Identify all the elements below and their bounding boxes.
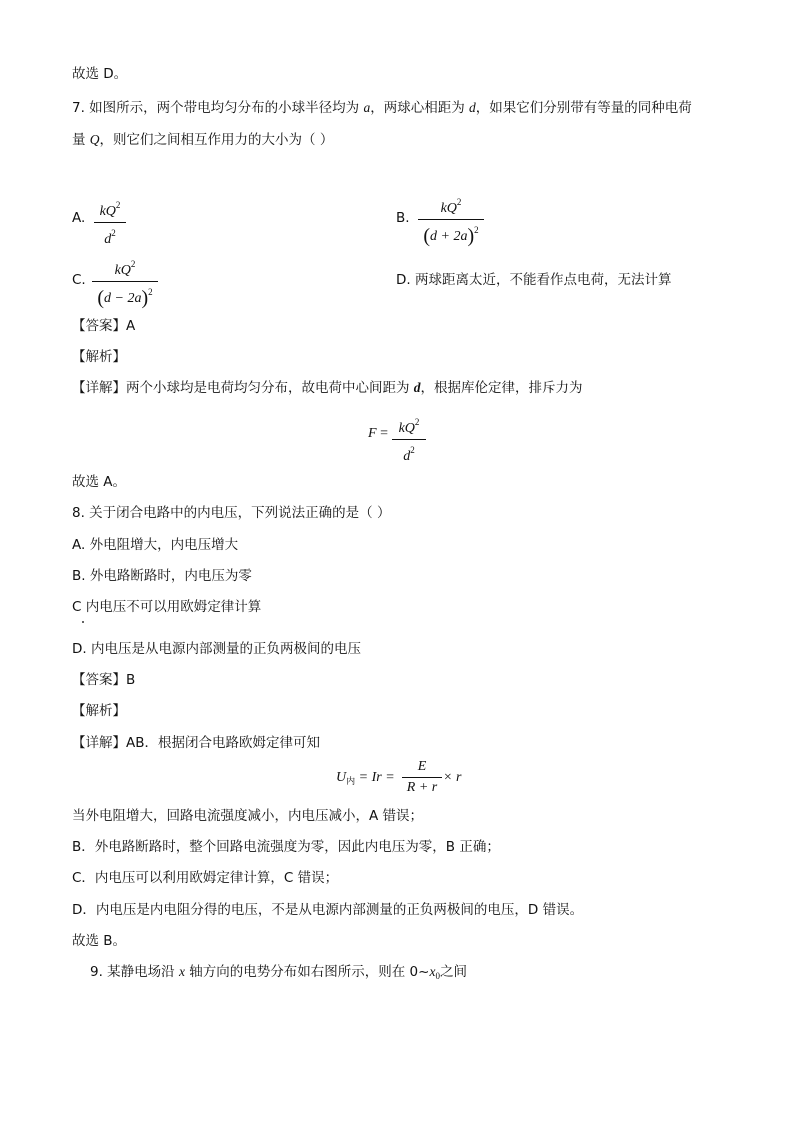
explain-line-2: B．外电路断路时，整个回路电流强度为零，因此内电压为零，B 正确； [72,839,500,855]
analysis-8-heading: 【解析】 [72,703,126,719]
option-b-formula: $kQ^2$ $(d + 2a)^2$ [418,193,484,246]
select-7: 故选 A。 [72,474,127,490]
question-8-option-b: B. 外电路断路时，内电压为零 [72,568,252,584]
answer-7: 【答案】A [72,318,136,334]
option-a-label: A. [72,210,86,226]
option-a-formula: $kQ^2$ $d^2$ [94,196,126,249]
formula-coulomb: $kQ^2$ $d^2$ [392,413,426,466]
formula-ohm-tail: × r [443,770,462,785]
formula-ohm-fraction: E R + r [402,758,442,797]
select-8: 故选 B。 [72,933,127,949]
detail-8: 【详解】AB．根据闭合电路欧姆定律可知 [72,735,320,751]
explain-line-1: 当外电阻增大，回路电流强度减小，内电压减小，A 错误； [72,808,424,824]
line-answer-prev: 故选 D。 [72,66,128,82]
question-9: 9. 某静电场沿 x 轴方向的电势分布如右图所示，则在 $0\sim x_0$之间 [90,964,467,981]
question-8-option-c: C 内电压不可以用欧姆定律计算 [72,599,262,615]
option-b-label: B. [396,210,410,226]
question-8-option-d: D. 内电压是从电源内部测量的正负两极间的电压 [72,641,361,657]
analysis-7-heading: 【解析】 [72,349,126,365]
formula-f-lhs: F = [368,426,388,441]
option-d-text: D. 两球距离太近，不能看作点电荷，无法计算 [396,272,672,288]
option-c-label: C. [72,272,86,288]
detail-7: 【详解】两个小球均是电荷均匀分布，故电荷中心间距为 d，根据库伦定律，排斥力为 [72,380,583,396]
question-8: 8. 关于闭合电路中的内电压，下列说法正确的是（ ） [72,505,391,521]
question-7-line-2: 量 Q，则它们之间相互作用力的大小为（ ） [72,132,334,148]
question-7-line-1: 7. 如图所示，两个带电均匀分布的小球半径均为 a，两球心相距为 d，如果它们分别带有等量的同种电荷 [72,100,692,116]
option-c-formula: $kQ^2$ $(d - 2a)^2$ [92,255,158,308]
answer-8: 【答案】B [72,672,136,688]
explain-line-4: D．内电压是内电阻分得的电压，不是从电源内部测量的正负两极间的电压，D 错误。 [72,902,584,918]
explain-line-3: C．内电压可以利用欧姆定律计算，C 错误； [72,870,339,886]
question-8-option-a: A. 外电阻增大，内电压增大 [72,537,239,553]
stray-dot [82,621,84,623]
formula-u-lhs: $U_内 = Ir$ = [336,770,395,786]
